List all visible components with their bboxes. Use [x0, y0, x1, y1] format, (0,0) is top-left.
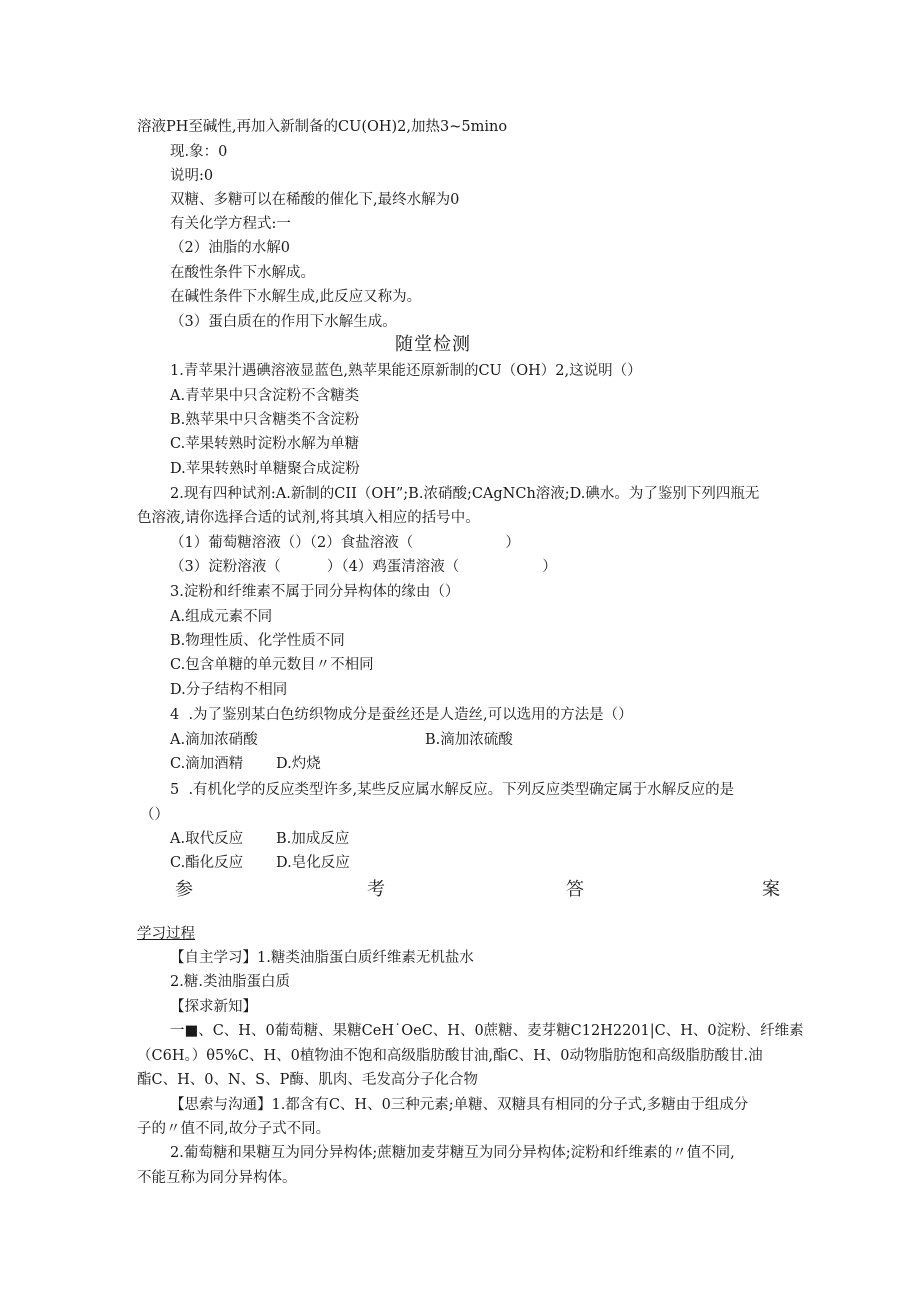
option: A.青苹果中只含淀粉不含糖类 [170, 388, 360, 404]
text-line: （3）蛋白质在的作用下水解生成。 [170, 314, 397, 330]
option: D.分子结构不相同 [170, 682, 288, 698]
question-1: 1.青苹果汁遇碘溶液显蓝色,熟苹果能还原新制的CU（OH）2,这说明（） [170, 363, 642, 379]
option: B.物理性质、化学性质不同 [170, 633, 345, 649]
question-2-cont: 色溶液,请你选择合适的试剂,将其填入相应的括号中。 [137, 510, 480, 526]
text-line: 在碱性条件下水解生成,此反应又称为。 [170, 289, 422, 305]
option: A.取代反应 [170, 831, 244, 847]
option: B.滴加浓硫酸 [425, 732, 513, 748]
question-3: 3.淀粉和纤维素不属于同分异构体的缘由（） [170, 584, 460, 600]
answers-heading-char: 案 [762, 879, 780, 900]
question-5-cont: （） [140, 807, 169, 823]
answer-line: 2.葡萄糖和果糖互为同分异构体;蔗糖加麦芽糖互为同分异构体;淀粉和纤维素的〃值不同, [170, 1145, 735, 1161]
answer-line: （C6H。）θ5%C、H、0植物油不饱和高级脂肪酸甘油,酯C、H、0动物脂肪饱和高级脂肪酸甘.油 [137, 1048, 763, 1064]
question-2-row: （1）葡萄糖溶液（）（2）食盐溶液（ ） [170, 535, 520, 551]
answer-line: 不能互称为同分异构体。 [137, 1170, 297, 1186]
option: B.熟苹果中只含糖类不含淀粉 [170, 412, 360, 428]
answers-heading-char: 考 [367, 879, 385, 900]
question-2: 2.现有四种试剂:A.新制的CII（OH”;B.浓硝酸;CAgNCh溶液;D.碘水。为了鉴别下列四瓶无 [170, 486, 760, 502]
option: C.滴加酒精 [170, 756, 244, 772]
text-line: 在酸性条件下水解成。 [170, 265, 315, 281]
answer-line: 【思索与沟通】1.都含有C、H、0三种元素;单糖、双糖具有相同的分子式,多糖由于组成分 [170, 1097, 749, 1113]
text-line: 现.象：0 [170, 144, 228, 160]
text-line: （2）油脂的水解0 [170, 240, 290, 256]
option: C.包含单糖的单元数目〃不相同 [170, 657, 374, 673]
text-line: 双糖、多糖可以在稀酸的催化下,最终水解为0 [170, 192, 460, 208]
text-line: 溶液PH至碱性,再加入新制备的CU(OH)2,加热3~5mino [137, 119, 508, 135]
question-4: 4 .为了鉴别某白色纺织物成分是蚕丝还是人造丝,可以选用的方法是（） [170, 707, 633, 723]
answers-heading-char: 答 [566, 879, 584, 900]
option: D.皂化反应 [276, 855, 350, 871]
answer-line: 【探求新知】 [170, 999, 257, 1015]
option: D.苹果转熟时单糖聚合成淀粉 [170, 461, 360, 477]
text-line: 有关化学方程式:一 [170, 216, 291, 232]
option: A.滴加浓硝酸 [170, 732, 258, 748]
answer-line: 一■、C、H、0葡萄糖、果糖CeH˙OeC、H、0蔗糖、麦芽糖C12H2201|C、H、0淀粉、纤维素 [170, 1023, 804, 1039]
option: C.苹果转熟时淀粉水解为单糖 [170, 436, 360, 452]
learning-process-heading: 学习过程 [137, 926, 195, 942]
text-line: 说明:0 [170, 168, 214, 184]
option: A.组成元素不同 [170, 609, 273, 625]
option: C.酯化反应 [170, 855, 244, 871]
answers-heading-char: 参 [175, 879, 193, 900]
option: D.灼烧 [276, 756, 321, 772]
question-5: 5 .有机化学的反应类型许多,某些反应属水解反应。下列反应类型确定属于水解反应的是 [170, 782, 735, 798]
question-2-row: （3）淀粉溶液（ ）（4）鸡蛋清溶液（ ） [170, 559, 557, 575]
section-title: 随堂检测 [395, 334, 471, 355]
answer-line: 2.糖.类油脂蛋白质 [170, 974, 290, 990]
answer-line: 【自主学习】1.糖类油脂蛋白质纤维素无机盐水 [170, 950, 474, 966]
answer-line: 子的〃值不同,故分子式不同。 [137, 1121, 331, 1137]
answer-line: 酯C、H、0、N、S、P酶、肌肉、毛发高分子化合物 [137, 1072, 478, 1088]
option: B.加成反应 [276, 831, 350, 847]
